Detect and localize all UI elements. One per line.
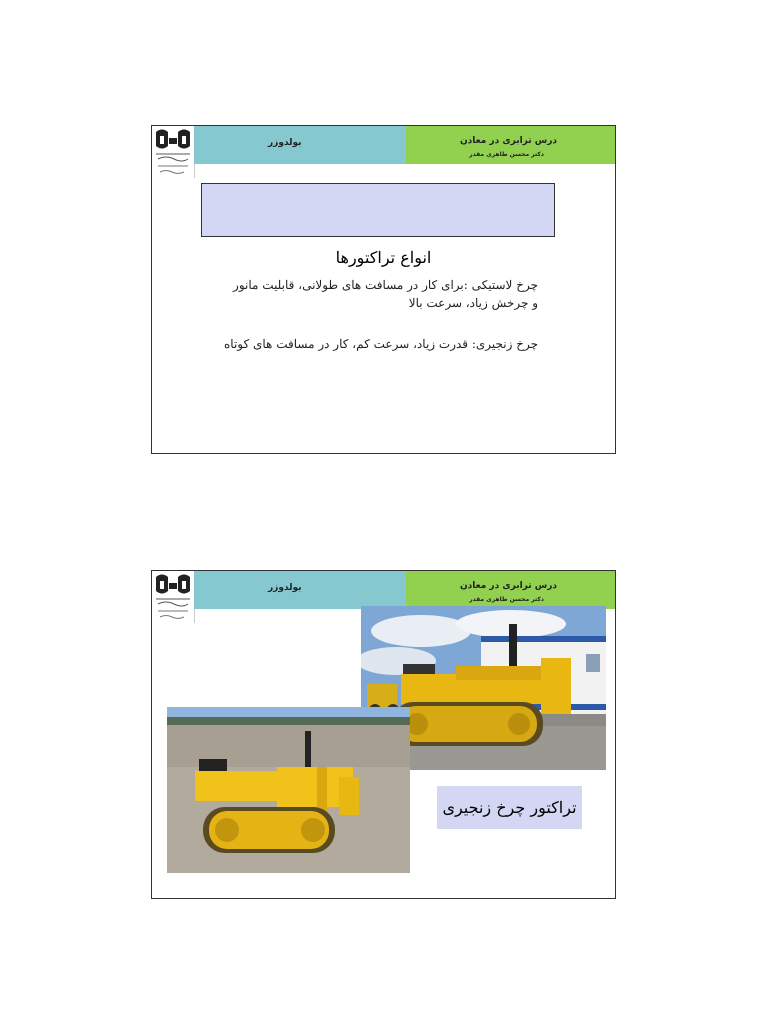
slide-1 <box>151 125 616 454</box>
header-course-bar <box>406 126 615 164</box>
crawler-tractor-text: چرخ زنجیری: قدرت زیاد، سرعت کم، کار در مسافت های کوتاه <box>224 337 538 351</box>
slide-title: انواع تراکتورها <box>335 248 432 267</box>
slide-2 <box>151 570 616 899</box>
course-title: درس ترابری در معادن <box>459 581 557 591</box>
author-name: دکتر محسن طاهری مقدر <box>469 596 544 603</box>
header-course-bar <box>406 571 615 609</box>
course-title: درس ترابری در معادن <box>459 136 557 146</box>
crawler-tractor-photo-2 <box>167 707 410 873</box>
header-section-bar <box>194 571 406 609</box>
section-label: بولدوزر <box>268 138 302 148</box>
wheel-tractor-text: چرخ لاستیکی :برای کار در مسافت های طولانی، قابلیت مانور و چرخش زیاد، سرعت بالا <box>233 278 538 310</box>
university-logo <box>152 126 195 178</box>
slide-caption: تراکتور چرخ زنجیری <box>437 786 582 829</box>
empty-title-box <box>201 183 555 237</box>
header-section-bar <box>194 126 406 164</box>
author-name: دکتر محسن طاهری مقدر <box>469 151 544 158</box>
section-label: بولدوزر <box>268 583 302 593</box>
university-logo <box>152 571 195 623</box>
